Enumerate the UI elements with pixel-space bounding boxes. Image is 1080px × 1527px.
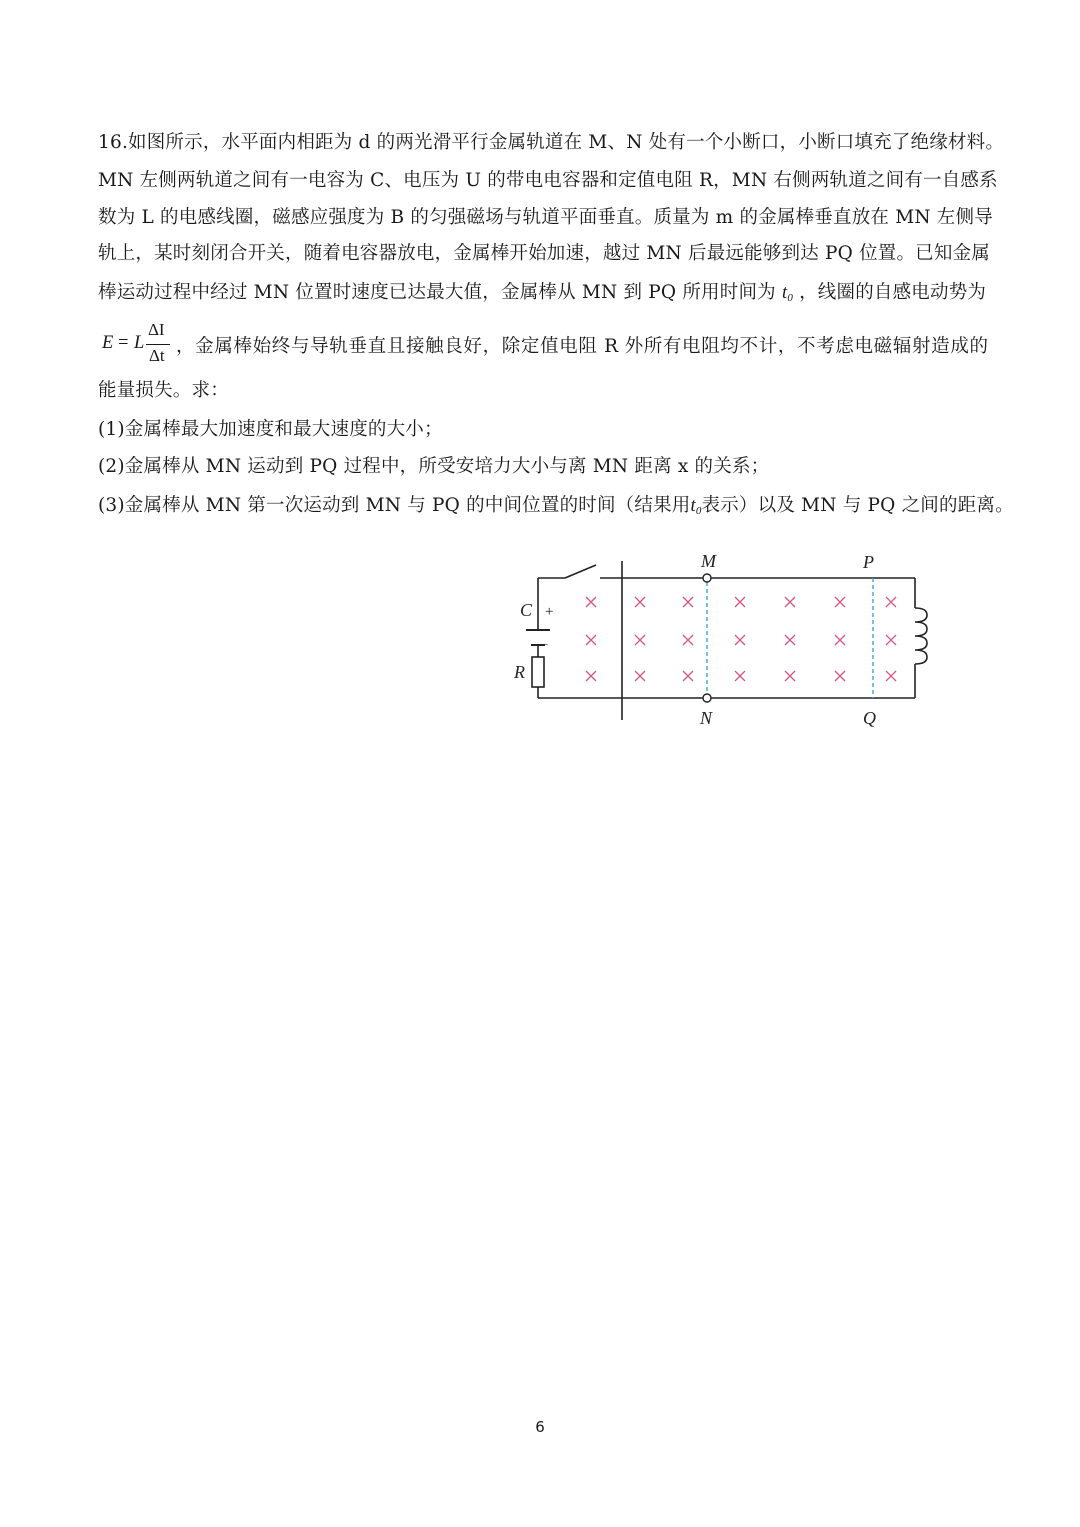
formula-equals: = <box>118 333 129 353</box>
numerator-text: ΔI <box>148 320 165 339</box>
field-cross <box>886 597 896 607</box>
page-number: 6 <box>535 1418 545 1436</box>
field-cross <box>735 671 745 681</box>
formula-denominator <box>149 346 165 366</box>
label-c: C <box>520 600 533 620</box>
problem-line-2: MN 左侧两轨道之间有一电容为 C、电压为 U 的带电电容器和定值电阻 R，MN 右侧两轨道之间有一自感系 <box>98 170 998 191</box>
break-point-n <box>703 694 711 702</box>
question-3 <box>98 492 1014 525</box>
question-1: (1)金属棒最大加速度和最大速度的大小； <box>98 419 443 440</box>
field-cross <box>635 671 645 681</box>
label-plus: + <box>545 604 554 620</box>
field-cross <box>735 635 745 645</box>
question-2: (2)金属棒从 MN 运动到 PQ 过程中，所受安培力大小与离 MN 距离 x 的关系； <box>98 456 770 477</box>
label-m: M <box>701 551 716 571</box>
fraction-bar <box>146 344 170 345</box>
label-n: N <box>700 708 713 728</box>
magnetic-field-symbols <box>586 597 896 681</box>
field-cross <box>586 597 596 607</box>
problem-line-1: 16.如图所示，水平面内相距为 d 的两光滑平行金属轨道在 M、N 处有一个小断口，小断口填充了绝缘材料。 <box>98 132 1005 153</box>
field-cross <box>835 671 845 681</box>
circuit-diagram <box>505 545 935 735</box>
resistor-body <box>532 657 544 687</box>
break-point-m <box>703 574 711 582</box>
formula-E: E <box>102 333 114 353</box>
field-cross <box>586 671 596 681</box>
label-minus: − <box>542 639 549 651</box>
time-subscript: 0 <box>787 292 794 304</box>
field-cross <box>835 597 845 607</box>
field-cross <box>635 635 645 645</box>
field-cross <box>635 597 645 607</box>
field-cross <box>886 671 896 681</box>
formula-numerator <box>148 320 165 340</box>
field-cross <box>735 597 745 607</box>
field-cross <box>683 597 693 607</box>
label-p: P <box>863 552 874 572</box>
formula-L: L <box>134 333 145 353</box>
label-q: Q <box>863 708 876 728</box>
time-symbol-t0-q3 <box>690 496 701 516</box>
question-3-text-a: (3)金属棒从 MN 第一次运动到 MN 与 PQ 的中间位置的时间（结果用 <box>98 495 691 516</box>
field-cross <box>683 671 693 681</box>
field-cross <box>835 635 845 645</box>
problem-line-6: ，金属棒始终与导轨垂直且接触良好，除定值电阻 R 外所有电阻均不计，不考虑电磁辐射造成的 <box>176 336 988 357</box>
inductor-coil <box>915 608 927 664</box>
time-subscript-q3: 0 <box>695 505 702 517</box>
field-cross <box>785 671 795 681</box>
label-r: R <box>514 662 525 682</box>
switch-blade <box>565 565 596 578</box>
field-cross <box>886 635 896 645</box>
problem-line-5 <box>98 279 988 312</box>
field-cross <box>586 635 596 645</box>
equation-line <box>98 322 988 372</box>
field-cross <box>683 635 693 645</box>
field-cross <box>785 597 795 607</box>
problem-line-5-text-b: ，线圈的自感电动势为 <box>799 282 987 303</box>
time-symbol-q3: t <box>690 496 696 516</box>
time-symbol-t0 <box>782 283 793 303</box>
problem-line-7: 能量损失。求： <box>98 380 229 401</box>
problem-line-3: 数为 L 的电感线圈，磁感应强度为 B 的匀强磁场与轨道平面垂直。质量为 m 的金属棒垂直放在 MN 左侧导 <box>98 207 993 228</box>
denominator-text: Δt <box>149 346 165 365</box>
question-3-text-b: 表示）以及 MN 与 PQ 之间的距离。 <box>701 495 1014 516</box>
problem-line-4: 轨上，某时刻闭合开关，随着电容器放电，金属棒开始加速，越过 MN 后最远能够到达 PQ 位置。已知金属 <box>98 243 990 264</box>
field-cross <box>785 635 795 645</box>
problem-line-5-text-a: 棒运动过程中经过 MN 位置时速度已达最大值，金属棒从 MN 到 PQ 所用时间为 <box>98 282 776 303</box>
time-symbol: t <box>781 283 788 303</box>
